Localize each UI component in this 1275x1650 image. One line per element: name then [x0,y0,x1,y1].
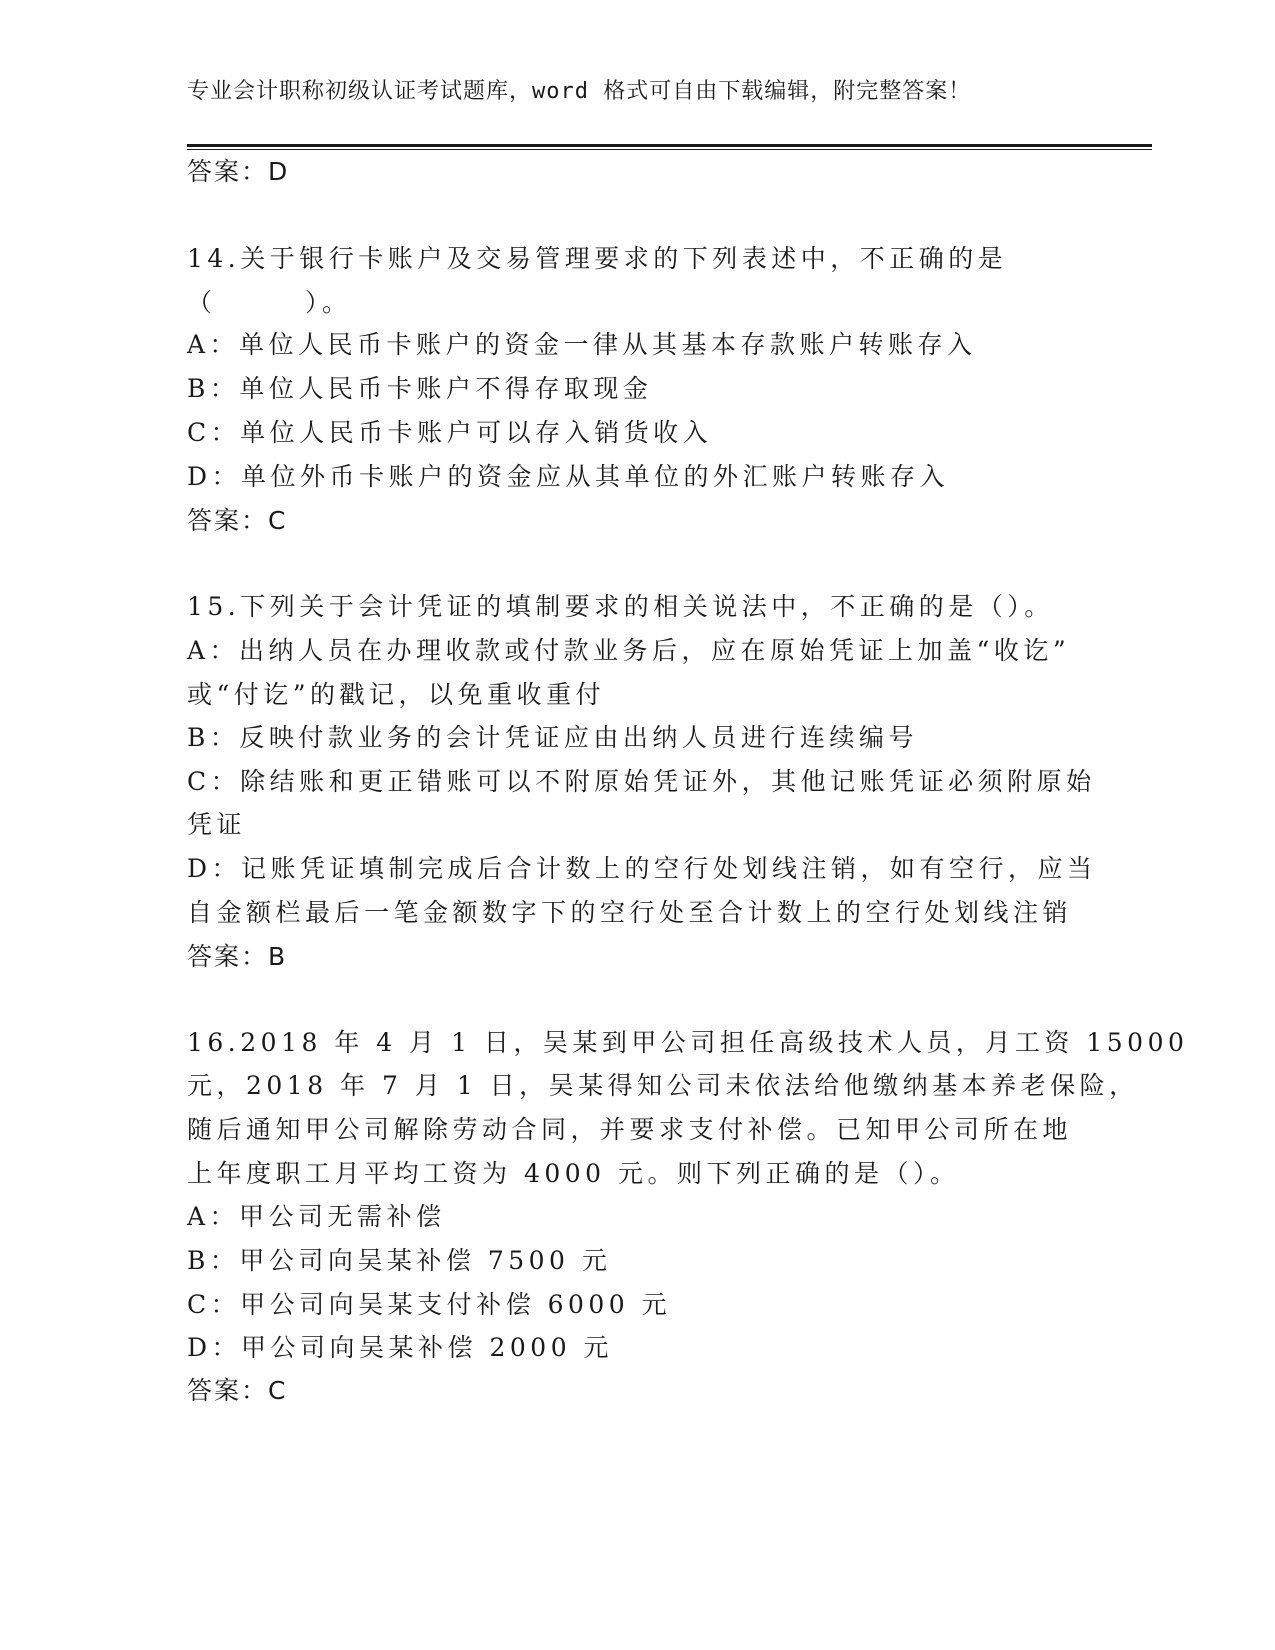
q16-stem-line1: 16.2018 年 4 月 1 日，吴某到甲公司担任高级技术人员，月工资 15000 [187,1028,1189,1057]
q15-option-c-line2: 凭证 [187,810,247,839]
q15-option-c-line1: C：除结账和更正错账可以不附原始凭证外，其他记账凭证必须附原始 [187,767,1096,796]
q14-option-b: B：单位人民币卡账户不得存取现金 [187,374,653,403]
q14-option-a: A：单位人民币卡账户的资金一律从其基本存款账户转账存入 [187,330,977,359]
q16-option-c: C：甲公司向吴某支付补偿 6000 元 [187,1290,672,1319]
q15-option-a-line1: A：出纳人员在办理收款或付款业务后，应在原始凭证上加盖“收讫” [187,636,1071,665]
q15-option-d-line2: 自金额栏最后一笔金额数字下的空行处至合计数上的空行处划线注销 [187,898,1073,927]
q14-answer: 答案：C [187,506,288,535]
q16-stem-line2: 元，2018 年 7 月 1 日，吴某得知公司未依法给他缴纳基本养老保险， [187,1071,1139,1100]
page-header: 专业会计职称初级认证考试题库，word 格式可自由下载编辑，附完整答案！ [187,79,972,104]
q16-option-d: D：甲公司向吴某补偿 2000 元 [187,1333,614,1362]
answer-13: 答案：D [187,157,290,186]
q15-answer: 答案：B [187,942,288,971]
q16-answer: 答案：C [187,1376,288,1405]
q14-option-d: D：单位外币卡账户的资金应从其单位的外汇账户转账存入 [187,462,950,491]
header-rule-thick [187,144,1152,147]
q15-stem: 15.下列关于会计凭证的填制要求的相关说法中，不正确的是（）。 [187,592,1054,621]
q16-stem-line4: 上年度职工月平均工资为 4000 元。则下列正确的是（）。 [187,1159,960,1188]
q14-stem-line1: 14.关于银行卡账户及交易管理要求的下列表述中，不正确的是 [187,244,1008,273]
q16-option-a: A：甲公司无需补偿 [187,1202,446,1231]
header-rule-thin [187,149,1152,150]
q16-stem-line3: 随后通知甲公司解除劳动合同，并要求支付补偿。已知甲公司所在地 [187,1115,1073,1144]
q15-option-b: B：反映付款业务的会计凭证应由出纳人员进行连续编号 [187,723,918,752]
q15-option-a-line2: 或“付讫”的戳记，以免重收重付 [187,680,606,709]
q15-option-d-line1: D：记账凭证填制完成后合计数上的空行处划线注销，如有空行，应当 [187,854,1097,883]
q16-option-b: B：甲公司向吴某补偿 7500 元 [187,1246,612,1275]
q14-stem-line2: （ ）。 [187,288,352,317]
q14-option-c: C：单位人民币卡账户可以存入销货收入 [187,418,713,447]
